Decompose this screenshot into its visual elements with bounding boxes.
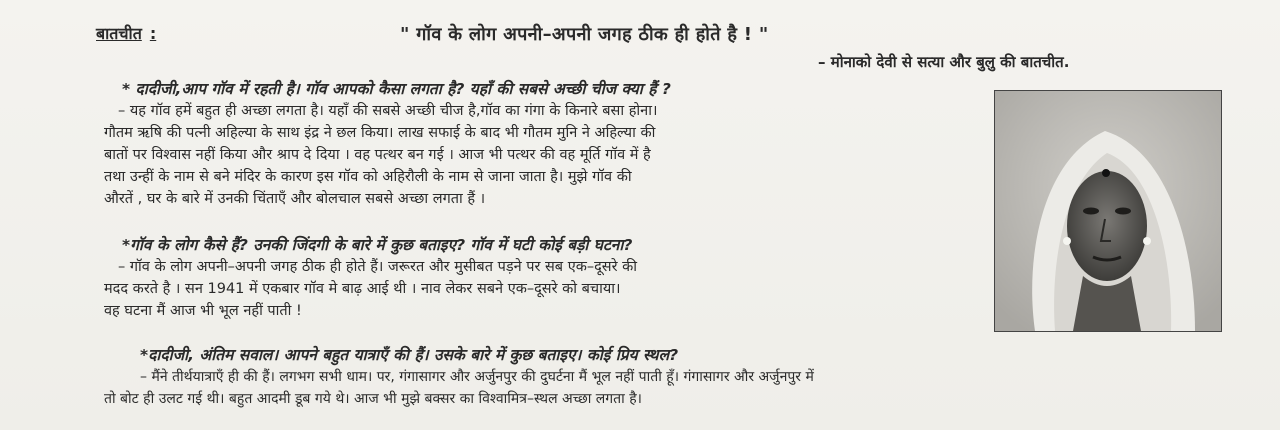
qa-block-3 [104, 344, 1254, 410]
answer-2-line-2: मदद करते है । सन 1941 में एकबार गॉव मे बाढ़ आई थी । नाव लेकर सबने एक–दूसरे को बचाया। [104, 281, 621, 297]
question-3: *दादीजी, अंतिम सवाल। आपने बहुत यात्राएँ की हैं। उसके बारे में कुछ बताइए। कोई प्रिय स्थल? [140, 346, 679, 364]
answer-3-line-1: – मैंने तीर्थयात्राएँ ही की हैं। लगभग सभी धाम। पर, गंगासागर और अर्जुनपुर की दुघर्टना मैं भूल नहीं पाती हूँ। गंगासागर और अर्जुनपुर में [140, 369, 814, 385]
qa-block-2 [104, 234, 984, 322]
portrait-image [995, 91, 1221, 331]
answer-1-line-3: बातों पर विश्वास नहीं किया और श्राप दे दिया । वह पत्थर बन गई । आज भी पत्थर की वह मूर्ति गॉव में है [104, 147, 651, 163]
section-label-colon: : [149, 24, 157, 43]
answer-3-line-2: तो बोट ही उलट गई थी। बहुत आदमी डूब गये थे। आज भी मुझे बक्सर का विश्वामित्र–स्थल अच्छा लगता है। [104, 391, 642, 407]
answer-1-line-4: तथा उन्हीं के नाम से बने मंदिर के कारण इस गॉव को अहिरौली के नाम से जाना जाता है। मुझे गॉव की [104, 169, 632, 185]
question-1: * दादीजी,आप गॉव में रहती है। गॉव आपको कैसा लगता है? यहाँ की सबसे अच्छी चीज क्या हैं ? [122, 80, 671, 98]
portrait-photo [994, 90, 1222, 332]
question-2: *गॉव के लोग कैसे हैं? उनकी जिंदगी के बारे में कुछ बताइए? गॉव में घटी कोई बड़ी घटना? [122, 236, 633, 254]
answer-1-line-2: गौतम ऋषि की पत्नी अहिल्या के साथ इंद्र ने छल किया। लाख सफाई के बाद भी गौतम मुनि ने अहिल्या की [104, 125, 656, 141]
answer-2-line-3: वह घटना मैं आज भी भूल नहीं पाती ! [104, 303, 302, 319]
article-title: " गॉव के लोग अपनी–अपनी जगह ठीक ही होते है ! " [400, 24, 769, 45]
section-label [96, 22, 156, 44]
article-byline: – मोनाको देवी से सत्या और बुलु की बातचीत. [818, 53, 1070, 71]
qa-block-1 [104, 78, 984, 210]
section-label-text: बातचीत [96, 24, 142, 43]
answer-1-line-5: औरतें , घर के बारे में उनकी चिंताएँ और बोलचाल सबसे अच्छा लगता हैं । [104, 191, 486, 207]
answer-1-line-1: – यह गॉव हमें बहुत ही अच्छा लगता है। यहॉं की सबसे अच्छी चीज है,गॉव का गंगा के किनारे बसा होना। [118, 103, 658, 119]
answer-2-line-1: – गॉव के लोग अपनी–अपनी जगह ठीक ही होते हैं। जरूरत और मुसीबत पड़ने पर सब एक–दूसरे की [118, 259, 638, 275]
